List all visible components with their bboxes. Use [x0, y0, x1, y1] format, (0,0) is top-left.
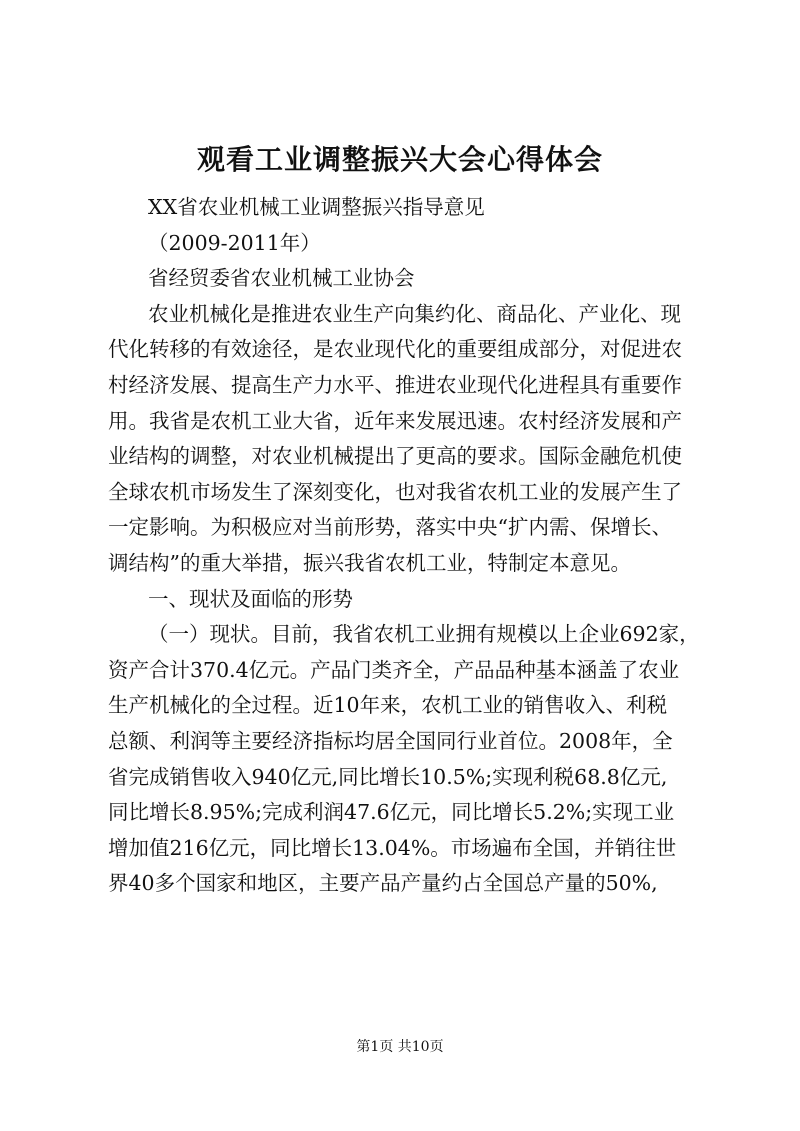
document-body: [108, 190, 708, 902]
page-number-footer: 第1页 共10页: [356, 1039, 444, 1055]
paragraph-line: 一定影响。为积极应对当前形势，落实中央“扩内需、保增长、: [108, 515, 672, 540]
document-title: 观看工业调整振兴大会心得体会: [196, 143, 603, 176]
paragraph-line: 全球农机市场发生了深刻变化，也对我省农机工业的发展产生了: [108, 479, 682, 504]
paragraph-line: 代化转移的有效途径，是农业现代化的重要组成部分，对促进农: [108, 337, 682, 362]
section-heading: 一、现状及面临的形势: [148, 586, 353, 611]
paragraph-line: 业结构的调整，对农业机械提出了更高的要求。国际金融危机使: [108, 444, 682, 469]
issuer-line: 省经贸委省农业机械工业协会: [148, 266, 415, 291]
paragraph-line: 界40多个国家和地区，主要产品产量约占全国总产量的50%,: [108, 871, 658, 896]
paragraph-line: 调结构”的重大举措，振兴我省农机工业，特制定本意见。: [108, 550, 631, 575]
date-range-line: （2009-2011年）: [148, 230, 321, 255]
paragraph-line: （一）现状。目前，我省农机工业拥有规模以上企业692家，: [148, 622, 700, 647]
paragraph-line: 总额、利润等主要经济指标均居全国同行业首位。2008年，全: [108, 728, 673, 753]
subtitle-line: XX省农业机械工业调整振兴指导意见: [148, 195, 485, 219]
paragraph-line: 用。我省是农机工业大省，近年来发展迅速。农村经济发展和产: [108, 408, 682, 433]
paragraph-line: 农业机械化是推进农业生产向集约化、商品化、产业化、现: [148, 301, 681, 326]
paragraph-line: 生产机械化的全过程。近10年来，农机工业的销售收入、利税: [108, 693, 668, 718]
paragraph-line: 省完成销售收入940亿元,同比增长10.5%;实现利税68.8亿元,: [108, 764, 668, 789]
paragraph-line: 同比增长8.95%;完成利润47.6亿元，同比增长5.2%;实现工业: [108, 800, 675, 825]
paragraph-line: 资产合计370.4亿元。产品门类齐全，产品品种基本涵盖了农业: [108, 657, 680, 682]
paragraph-line: 村经济发展、提高生产力水平、推进农业现代化进程具有重要作: [108, 372, 682, 397]
paragraph-line: 增加值216亿元，同比增长13.04%。市场遍布全国，并销往世: [108, 835, 677, 860]
